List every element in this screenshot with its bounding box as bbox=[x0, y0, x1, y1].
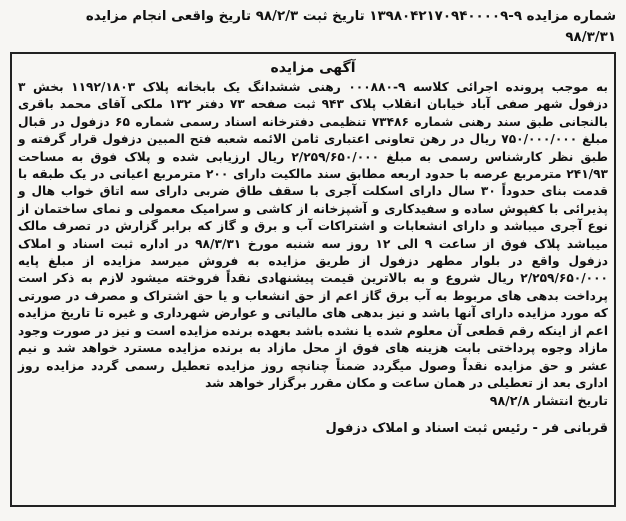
publish-date: تاریخ انتشار ۹۸/۲/۸ bbox=[489, 393, 608, 409]
signature: قربانی فر - رئیس ثبت اسناد و املاک دزفول bbox=[325, 421, 608, 437]
auction-notice-box bbox=[10, 52, 616, 507]
auction-date-line: ۹۸/۳/۳۱ bbox=[565, 30, 616, 45]
auction-number-line: شماره مزایده ۹-۱۳۹۸۰۴۲۱۷۰۹۴۰۰۰۰۹ تاریخ ثبت ۹۸/۲/۳ تاریخ واقعی انجام مزایده bbox=[85, 9, 616, 24]
notice-title: آگهی مزایده bbox=[270, 60, 356, 76]
notice-body: به موجب پرونده اجرائی کلاسه ۹-۰۰۰۸۸۰ رهنی ششدانگ یک بابخانه پلاک ۱۱۹۲/۱۸۰۳ بخش ۳ دزفول شهر صفی آباد خیابان انقلاب پلاک ۹۴۳ ثبت صفحه ۷۳ دفتر ۱۳۲ ملکی آقای محمد باقری بالنجانی طبق سند رهنی شماره ۷۳۴۸۶ تنظیمی دفترخانه اسناد رسمی شماره ۶۵ دزفول در قبال مبلغ ۷۵۰/۰۰۰/۰۰۰ ریال در رهن تعاونی اعتباری ثامن الائمه شعبه فتح المبین دزفول قرار گرفته و طبق نظر کارشناس رسمی به مبلغ ۲/۲۵۹/۶۵۰/۰۰۰ ریال ارزیابی شده و پلاک فوق به مساحت ۲۴۱/۹۳ مترمربع عرصه با حدود اربعه مطابق سند مالکیت دارای ۲۰۰ مترمربع اعیانی در یک طبقه با قدمت بنای حدوداً ۳۰ سال دارای اسکلت آجری با سقف طاق ضربی دارای سه اتاق خواب هال و پذیرائی با کفپوش ساده و سفیدکاری و آشپزخانه از کاشی و سرامیک معمولی و نمای ساختمان از نوع آجری میباشد و دارای انشعابات و اشتراکات آب و برق و گاز که برابر گزارش در تصرف مالک میباشد پلاک فوق از ساعت ۹ الی ۱۲ روز سه شنبه مورخ ۹۸/۳/۳۱ در اداره ثبت اسناد و املاک دزفول واقع در بلوار مطهر دزفول از طریق مزایده به فروش میرسد مزایده از مبلغ پایه ۲/۲۵۹/۶۵۰/۰۰۰ ریال شروع و به بالاترین قیمت پیشنهادی نقداً فروخته میشود لازم به ذکر است پرداخت بدهی های مربوط به آب برق گاز اعم از حق انشعاب و یا حق اشتراک و مصرف در صورتی که مورد مزایده دارای آنها باشد و نیز بدهی های مالیاتی و عوارض شهرداری و غیره تا تاریخ مزایده اعم از اینکه رقم قطعی آن معلوم شده یا نشده باشد بعهده برنده مزایده است و نیز در صورت وجود مازاد وجوه پرداختی بابت هزینه های فوق از محل مازاد به برنده مزایده مسترد خواهد شد و نیم عشر و حق مزایده نقداً وصول میگردد ضمناً چنانچه روز مزایده تعطیل رسمی گردد مزایده روز اداری بعد از تعطیلی در همان ساعت و مکان مقرر برگزار خواهد شد bbox=[18, 80, 609, 390]
